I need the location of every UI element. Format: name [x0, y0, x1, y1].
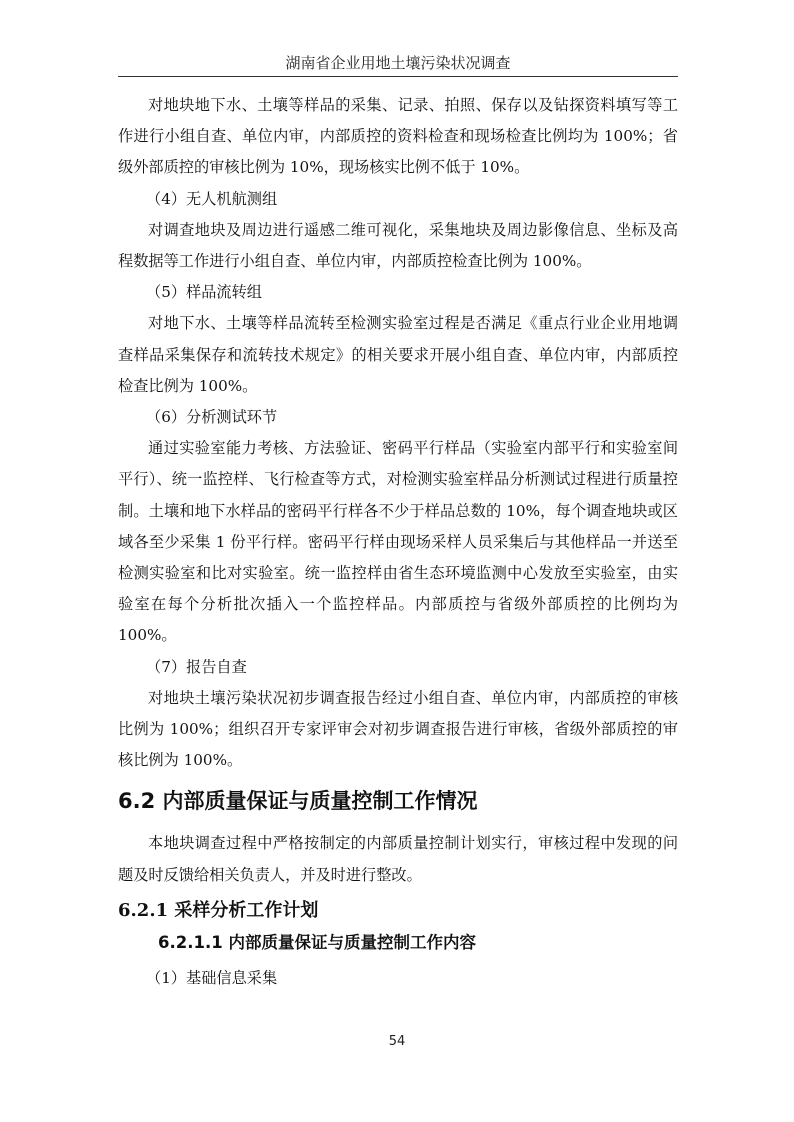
- list-item-sample-transfer: （5）样品流转组: [146, 283, 262, 302]
- running-header: 湖南省企业用地土壤污染状况调查: [118, 52, 678, 77]
- paragraph-analysis-testing: 通过实验室能力考核、方法验证、密码平行样品（实验室内部平行和实验室间平行）、统一监控样、飞行检查等方式，对检测实验室样品分析测试过程进行质量控制。土壤和地下水样品的密码平行样各不少于样品总数的 10%，每个调查地块或区域各至少采集 1 份平行样。密码平行样由现场采样人员采集后与其他样品一并送至检测实验室和比对实验室。统一监控样由省生态环境监测中心发放至实验室，由实验室在每个分析批次插入一个监控样品。内部质控与省级外部质控的比例均为 100%。: [118, 439, 678, 645]
- section-heading-6-2-1: 6.2.1 采样分析工作计划: [118, 899, 319, 921]
- page-body: [118, 90, 678, 994]
- paragraph-internal-qc: 本地块调查过程中严格按制定的内部质量控制计划实行，审核过程中发现的问题及时反馈给相关负责人，并及时进行整改。: [118, 834, 678, 884]
- section-heading-6-2: 6.2 内部质量保证与质量控制工作情况: [118, 789, 478, 814]
- paragraph-drone-survey: 对调查地块及周边进行遥感二维可视化，采集地块及周边影像信息、坐标及高程数据等工作进行小组自查、单位内审，内部质控检查比例为 100%。: [118, 220, 678, 271]
- list-item-analysis-testing: （6）分析测试环节: [146, 408, 278, 427]
- paragraph-sample-transfer: 对地下水、土壤等样品流转至检测实验室过程是否满足《重点行业企业用地调查样品采集保存和流转技术规定》的相关要求开展小组自查、单位内审，内部质控检查比例为 100%。: [118, 314, 678, 395]
- list-item-basic-info: （1）基础信息采集: [146, 968, 278, 987]
- list-item-report-check: （7）报告自查: [146, 657, 247, 676]
- paragraph-report-check: 对地块土壤污染状况初步调查报告经过小组自查、单位内审，内部质控的审核比例为 100%；组织召开专家评审会对初步调查报告进行审核，省级外部质控的审核比例为 100%。: [118, 688, 678, 770]
- paragraph-sampling-qc: 对地块地下水、土壤等样品的采集、记录、拍照、保存以及钻探资料填写等工作进行小组自查、单位内审，内部质控的资料检查和现场检查比例均为 100%；省级外部质控的审核比例为 10%，现场核实比例不低于 10%。: [118, 96, 678, 177]
- page-number: 54: [388, 1034, 406, 1049]
- list-item-drone-survey: （4）无人机航测组: [146, 189, 278, 208]
- section-heading-6-2-1-1: 6.2.1.1 内部质量保证与质量控制工作内容: [158, 932, 476, 952]
